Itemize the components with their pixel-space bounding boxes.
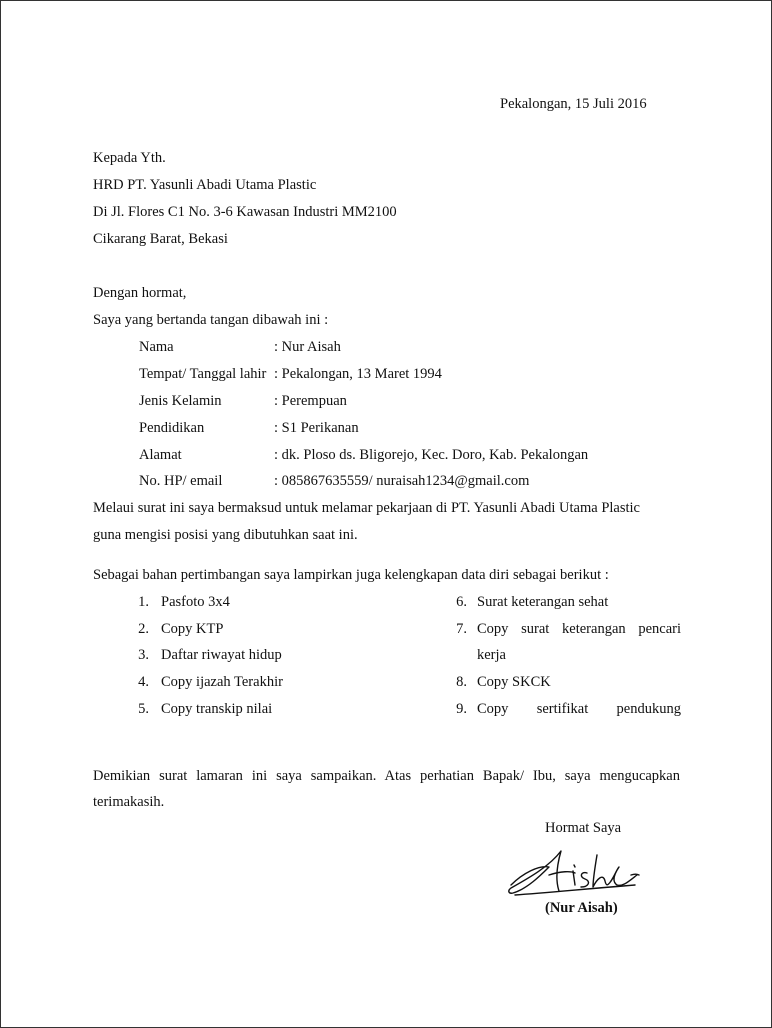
- list-number: 1.: [138, 594, 149, 610]
- recipient-company: HRD PT. Yasunli Abadi Utama Plastic: [93, 177, 317, 193]
- list-number: 5.: [138, 701, 149, 717]
- list-number: 8.: [456, 674, 467, 690]
- list-number: 6.: [456, 594, 467, 610]
- letter-date: Pekalongan, 15 Juli 2016: [500, 96, 647, 112]
- recipient-city: Cikarang Barat, Bekasi: [93, 231, 228, 247]
- recipient-address: Di Jl. Flores C1 No. 3-6 Kawasan Industri MM2100: [93, 204, 397, 220]
- closing-line-2: terimakasih.: [93, 794, 165, 810]
- list-item: Daftar riwayat hidup: [161, 647, 282, 663]
- identity-label: Pendidikan: [139, 420, 205, 436]
- identity-value: : Nur Aisah: [274, 339, 341, 355]
- identity-label: Tempat/ Tanggal lahir: [139, 366, 267, 382]
- identity-label: Jenis Kelamin: [139, 393, 222, 409]
- list-item-continuation: kerja: [477, 647, 506, 663]
- identity-label: Alamat: [139, 447, 182, 463]
- list-item: Copy surat keterangan pencari: [477, 621, 681, 637]
- list-item: Surat keterangan sehat: [477, 594, 609, 610]
- signature-image: [505, 841, 645, 903]
- list-number: 9.: [456, 701, 467, 717]
- list-item: Copy transkip nilai: [161, 701, 273, 717]
- greeting: Dengan hormat,: [93, 285, 187, 301]
- identity-value: : 085867635559/ nuraisah1234@gmail.com: [274, 473, 530, 489]
- list-item: Copy sertifikat pendukung: [477, 701, 681, 717]
- purpose-line-1: Melaui surat ini saya bermaksud untuk melamar pekarjaan di PT. Yasunli Abadi Utama Plastic: [93, 500, 640, 516]
- identity-value: : S1 Perikanan: [274, 420, 359, 436]
- closing-line-1: Demikian surat lamaran ini saya sampaikan. Atas perhatian Bapak/ Ibu, saya mengucapkan: [93, 768, 680, 784]
- purpose-line-2: guna mengisi posisi yang dibutuhkan saat ini.: [93, 527, 358, 543]
- list-number: 4.: [138, 674, 149, 690]
- identity-label: Nama: [139, 339, 174, 355]
- list-item: Copy KTP: [161, 621, 224, 637]
- identity-value: : Perempuan: [274, 393, 347, 409]
- identity-label: No. HP/ email: [139, 473, 223, 489]
- intro-text: Saya yang bertanda tangan dibawah ini :: [93, 312, 329, 328]
- identity-value: : dk. Ploso ds. Bligorejo, Kec. Doro, Kab. Pekalongan: [274, 447, 589, 463]
- list-item: Copy SKCK: [477, 674, 551, 690]
- recipient-salutation: Kepada Yth.: [93, 150, 166, 166]
- identity-value: : Pekalongan, 13 Maret 1994: [274, 366, 442, 382]
- signature-name: (Nur Aisah): [545, 900, 618, 916]
- list-number: 3.: [138, 647, 149, 663]
- list-item: Pasfoto 3x4: [161, 594, 230, 610]
- sign-off: Hormat Saya: [545, 820, 622, 836]
- list-number: 2.: [138, 621, 149, 637]
- list-number: 7.: [456, 621, 467, 637]
- list-item: Copy ijazah Terakhir: [161, 674, 283, 690]
- attachments-intro: Sebagai bahan pertimbangan saya lampirkan juga kelengkapan data diri sebagai berikut :: [93, 567, 609, 583]
